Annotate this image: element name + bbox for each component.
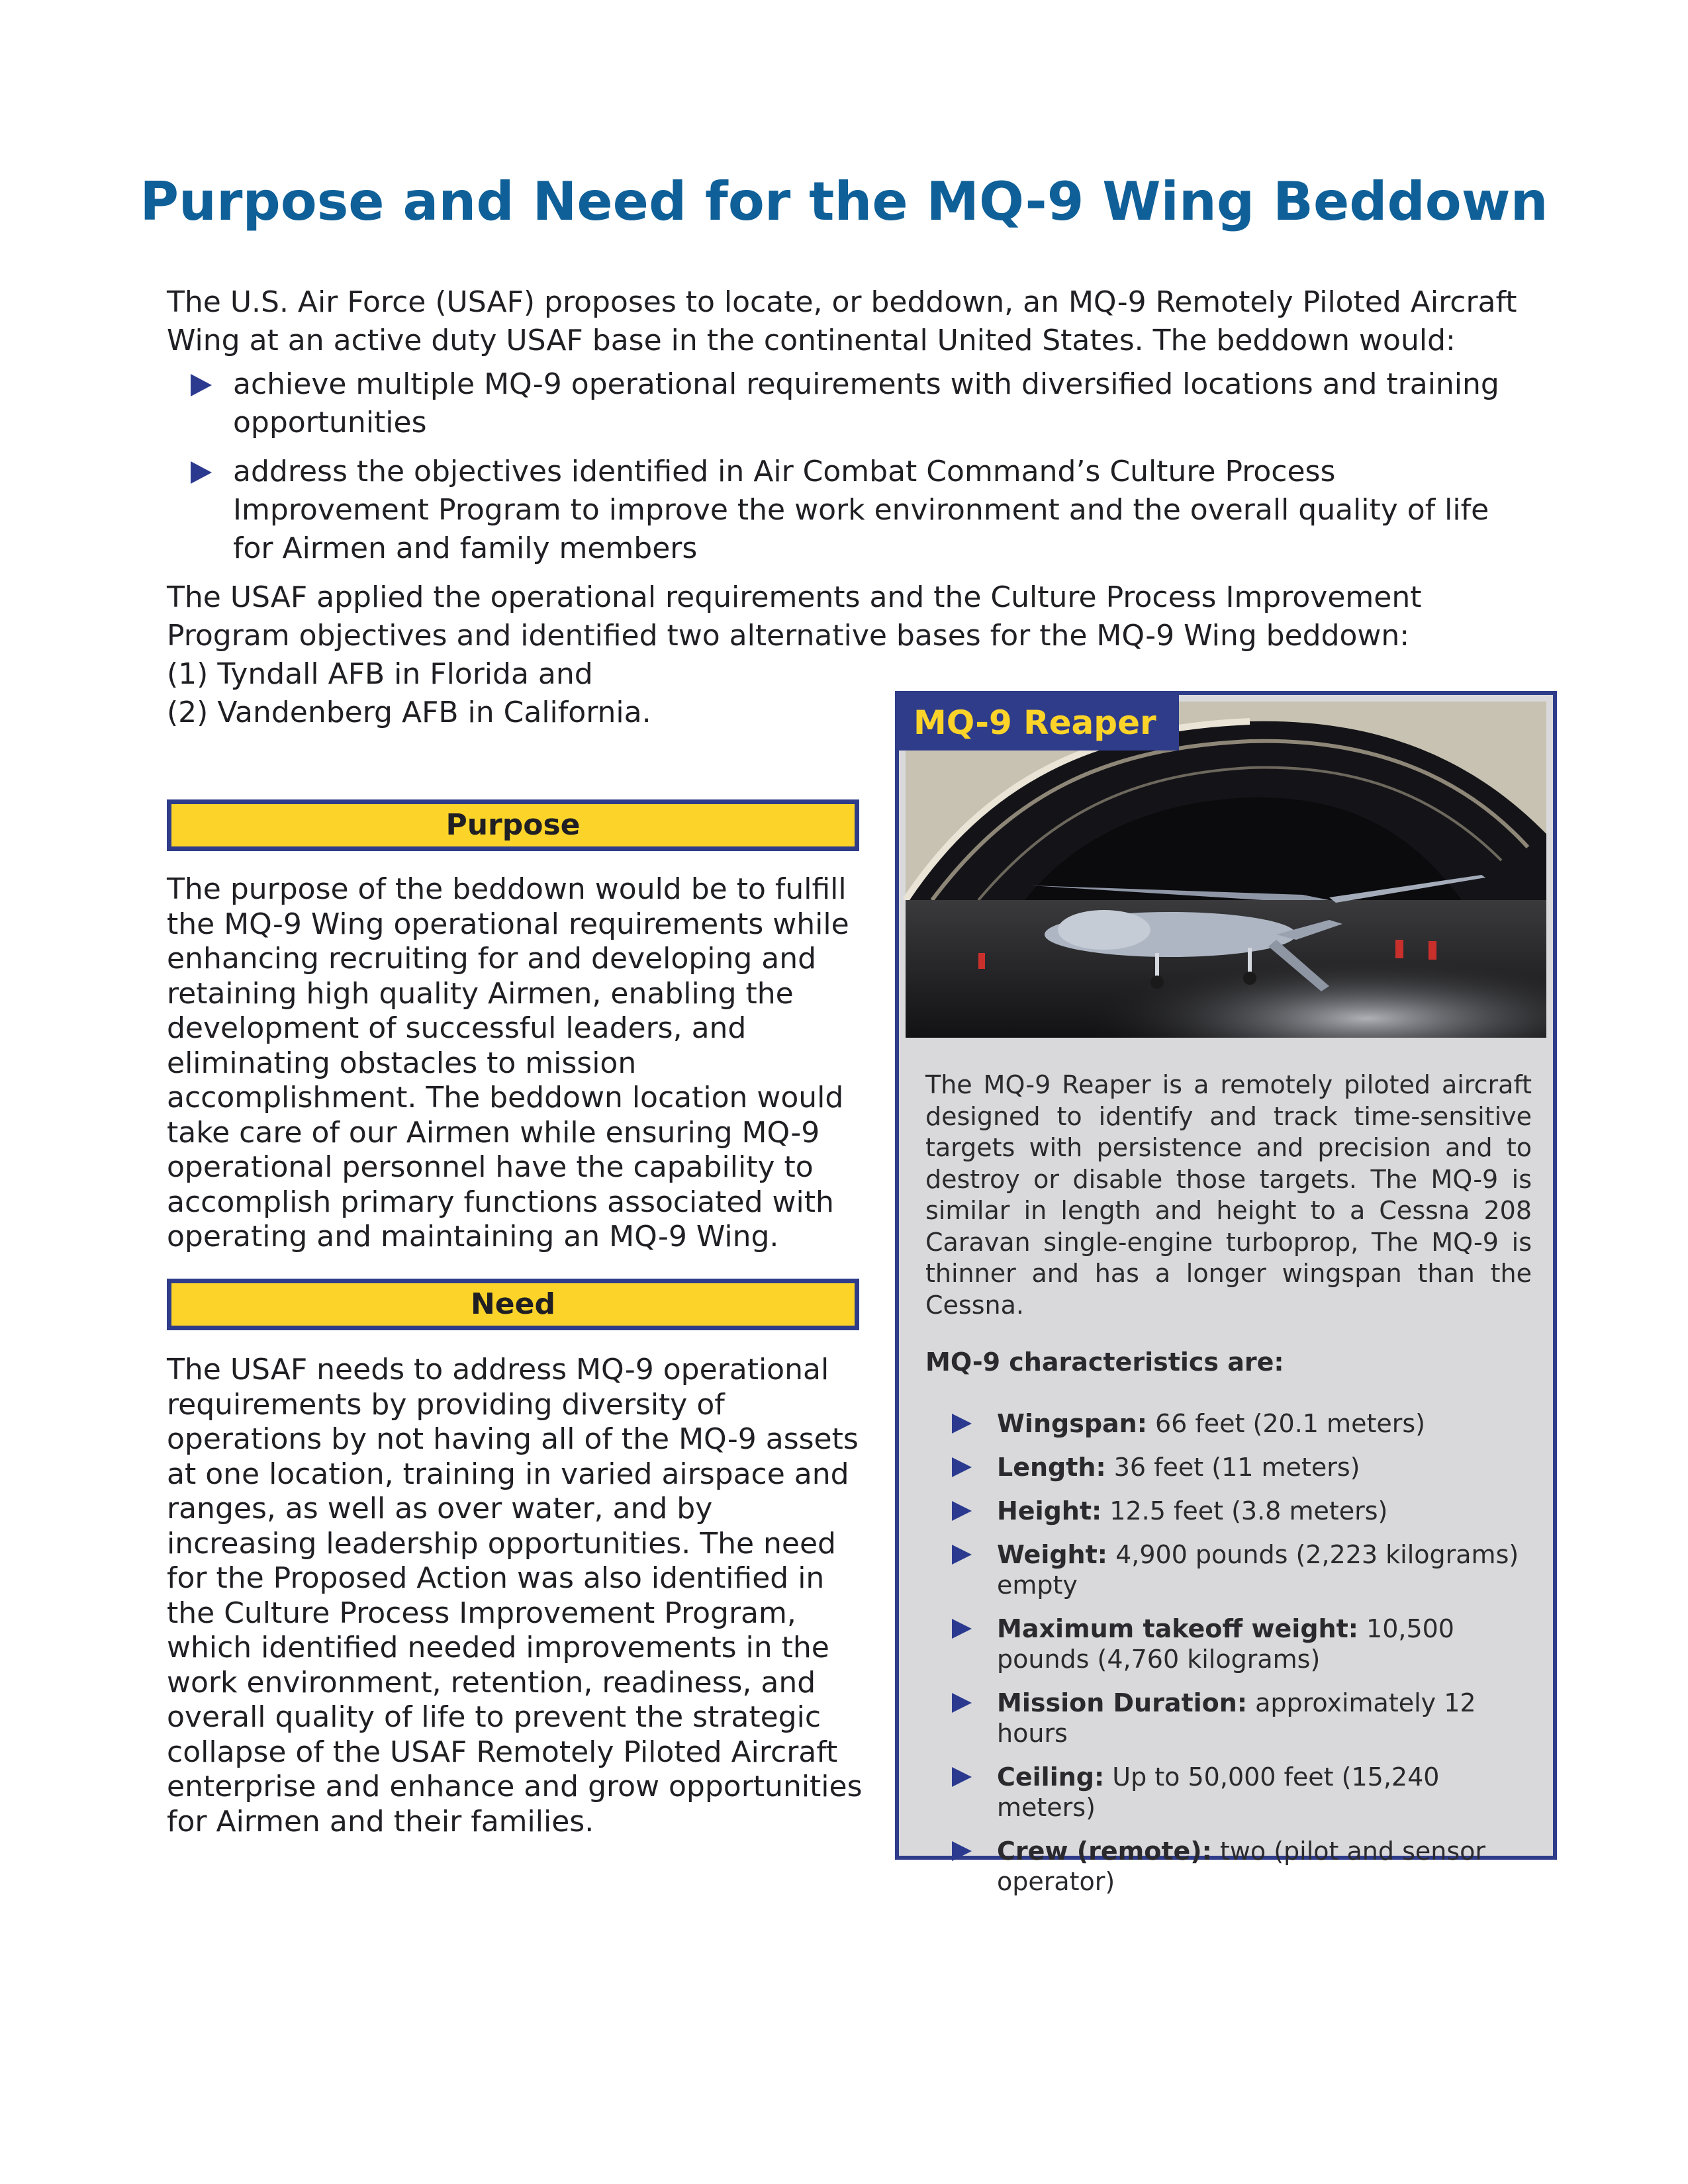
reaper-in-hangar-image bbox=[906, 702, 1546, 1038]
reaper-photo bbox=[906, 702, 1546, 1038]
list-item bbox=[925, 1836, 1541, 1897]
bullet-text: address the objectives identified in Air Combat Command’s Culture Process Improvement Program to improve the work environment and the overall quality of life for Airmen and family members bbox=[233, 455, 1489, 565]
char-value: Up to 50,000 feet (15,240 meters) bbox=[997, 1762, 1440, 1822]
char-value: 4,900 pounds (2,223 kilograms) empty bbox=[997, 1540, 1519, 1600]
intro-section bbox=[167, 283, 1524, 732]
char-key: Mission Duration: bbox=[997, 1688, 1248, 1717]
char-key: Wingspan: bbox=[997, 1409, 1147, 1438]
alternative-tyndall: (1) Tyndall AFB in Florida and bbox=[167, 657, 593, 691]
alternatives-paragraph: The USAF applied the operational requirements and the Culture Process Improvement Program objectives and identified two alternative bases for the MQ-9 Wing beddown: bbox=[167, 580, 1422, 653]
triangle-bullet-icon bbox=[191, 374, 212, 396]
intro-bullet-list bbox=[167, 365, 1524, 568]
need-heading: Need bbox=[167, 1279, 859, 1330]
triangle-bullet-icon bbox=[191, 461, 212, 484]
char-value: 12.5 feet (3.8 meters) bbox=[1102, 1496, 1388, 1525]
characteristics-list bbox=[925, 1408, 1541, 1897]
char-key: Weight: bbox=[997, 1540, 1107, 1569]
list-item bbox=[925, 1452, 1541, 1482]
list-item bbox=[925, 1539, 1541, 1600]
triangle-bullet-icon bbox=[952, 1545, 972, 1565]
char-value: 10,500 pounds (4,760 kilograms) bbox=[997, 1614, 1454, 1674]
triangle-bullet-icon bbox=[952, 1501, 972, 1521]
char-key: Ceiling: bbox=[997, 1762, 1105, 1792]
page-title: Purpose and Need for the MQ-9 Wing Beddown bbox=[140, 171, 1548, 232]
triangle-bullet-icon bbox=[952, 1457, 972, 1477]
char-key: Maximum takeoff weight: bbox=[997, 1614, 1358, 1643]
triangle-bullet-icon bbox=[952, 1693, 972, 1713]
triangle-bullet-icon bbox=[952, 1619, 972, 1639]
list-item bbox=[925, 1408, 1541, 1439]
char-value: 36 feet (11 meters) bbox=[1105, 1453, 1360, 1482]
char-value: 66 feet (20.1 meters) bbox=[1147, 1409, 1425, 1438]
char-value: approximately 12 hours bbox=[997, 1688, 1476, 1748]
char-key: Height: bbox=[997, 1496, 1102, 1525]
char-key: Crew (remote): bbox=[997, 1837, 1212, 1866]
reaper-description: The MQ-9 Reaper is a remotely piloted aircraft designed to identify and track time-sensitive targets with persistence and precision and to destroy or disable those targets. The MQ-9 is similar in length and height to a Cessna 208 Caravan single-engine turboprop, The MQ-9 is thinner and has a longer wingspan than the Cessna. bbox=[925, 1070, 1532, 1320]
purpose-heading: Purpose bbox=[167, 799, 859, 851]
need-text: The USAF needs to address MQ-9 operational requirements by providing diversity of operations by not having all of the MQ-9 assets at one location, training in varied airspace and ranges, as well as over water, and by increasing leadership opportunities. The need for the Proposed Action was also identified in the Culture Process Improvement Program, which identified needed improvements in the work environment, retention, readiness, and overall quality of life to prevent the strategic collapse of the USAF Remotely Piloted Aircraft enterprise and enhance and grow opportunities for Airmen and their families. bbox=[167, 1353, 863, 1839]
char-value: two (pilot and sensor operator) bbox=[997, 1837, 1486, 1896]
triangle-bullet-icon bbox=[952, 1414, 972, 1433]
list-item bbox=[925, 1614, 1541, 1674]
intro-paragraph: The U.S. Air Force (USAF) proposes to locate, or beddown, an MQ-9 Remotely Piloted Aircraft Wing at an active duty USAF base in the continental United States. The beddown would: bbox=[167, 285, 1517, 357]
alternative-vandenberg: (2) Vandenberg AFB in California. bbox=[167, 696, 651, 729]
reaper-label: MQ-9 Reaper bbox=[899, 695, 1179, 751]
list-item bbox=[167, 365, 1524, 442]
triangle-bullet-icon bbox=[952, 1767, 972, 1787]
list-item bbox=[925, 1496, 1541, 1526]
purpose-text: The purpose of the beddown would be to fulfill the MQ-9 Wing operational requirements while enhancing recruiting for and developing and retaining high quality Airmen, enabling the development of successful leaders, and eliminating obstacles to mission accomplishment. The beddown location would take care of our Airmen while ensuring MQ-9 operational personnel have the capability to accomplish primary functions associated with operating and maintaining an MQ-9 Wing. bbox=[167, 872, 849, 1253]
list-item bbox=[925, 1762, 1541, 1823]
reaper-info-panel bbox=[895, 691, 1557, 1896]
characteristics-heading: MQ-9 characteristics are: bbox=[925, 1347, 1284, 1377]
list-item bbox=[925, 1688, 1541, 1749]
char-key: Length: bbox=[997, 1453, 1106, 1482]
triangle-bullet-icon bbox=[952, 1841, 972, 1861]
list-item bbox=[167, 453, 1524, 568]
bullet-text: achieve multiple MQ-9 operational requirements with diversified locations and training opportunities bbox=[233, 367, 1499, 439]
